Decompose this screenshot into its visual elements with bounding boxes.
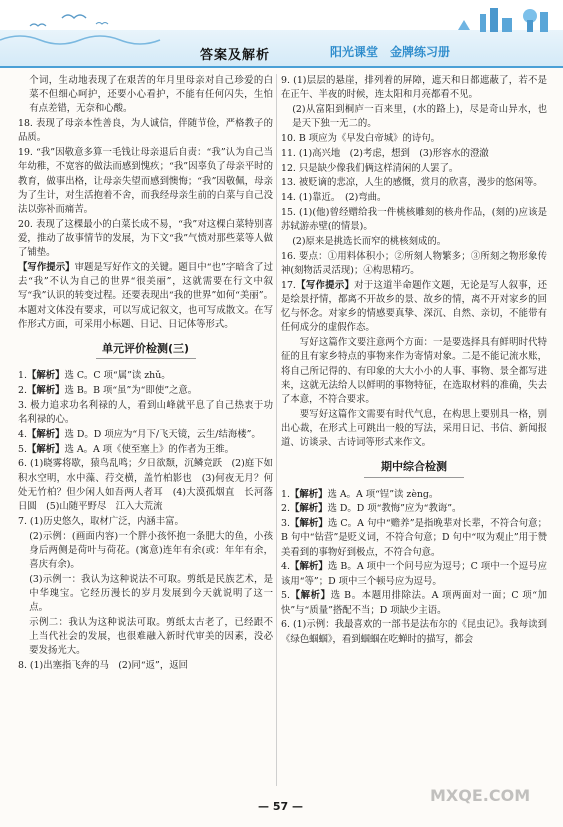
item-number: 17. bbox=[281, 279, 296, 291]
answer-tag: 【解析】 bbox=[26, 385, 65, 397]
item-number: 5. bbox=[281, 590, 290, 602]
answer-tag: 【解析】 bbox=[26, 370, 65, 382]
answer-text: 13. 被贬谪的悲凉，人生的感慨，赏月的欣喜，漫步的悠闲等。 bbox=[281, 177, 543, 189]
answer-text: 10. B 项应为《早发白帝城》的诗句。 bbox=[281, 133, 441, 144]
item-number: 5. bbox=[18, 443, 27, 455]
answer-item bbox=[281, 336, 547, 407]
answer-item bbox=[281, 488, 547, 502]
column-divider bbox=[276, 74, 277, 786]
answer-item bbox=[281, 618, 547, 646]
answer-tag: 【解析】 bbox=[26, 428, 65, 440]
answer-item bbox=[281, 147, 547, 161]
answer-text: 3. 极力追求功名利禄的人，看到山峰就平息了自己热衷于功名利禄的心。 bbox=[18, 399, 273, 426]
answer-item bbox=[281, 103, 547, 131]
answer-text: 选 C。A 句中“赡养”是指晚辈对长辈，不符合句意；B 句中“钻营”是贬义词，不符合句意；D 句中“叹为观止”用于赞美看到的事物好到极点，不符合句意。 bbox=[281, 518, 547, 558]
answer-item bbox=[18, 399, 273, 427]
answer-tag: 【解析】 bbox=[289, 518, 328, 530]
item-number: 2. bbox=[18, 385, 27, 397]
answer-item bbox=[281, 250, 547, 278]
answer-tag: 【写作提示】 bbox=[18, 262, 75, 274]
left-column bbox=[18, 74, 273, 674]
answer-item bbox=[18, 457, 273, 514]
answer-text: 审题是写好作文的关键。题目中“也”字暗含了过去“我”不认为自己的世界“很美丽”，这就需要在行文中叙写“我”认识的转变过程。还要表现出“我的世界”如何“美丽”。本题对文体没有要求，可以写成记叙文，也可写成散文。在写作形式方面，可采用小标题、日记、日记体等形式。 bbox=[18, 262, 273, 330]
answer-text: 要写好这篇作文需要有时代气息，在构思上要别具一格，别出心裁，在形式上可跳出一般的写法，采用日记、书信、新闻报道、访谈录、古诗词等形式来作文。 bbox=[281, 408, 547, 449]
item-number: 1. bbox=[281, 488, 290, 500]
item-number: 4. bbox=[281, 561, 290, 573]
answer-tag: 【解析】 bbox=[26, 443, 65, 455]
answer-text: 选 C。C 项“属”读 zhǔ。 bbox=[64, 370, 171, 382]
item-number: 3. bbox=[281, 518, 290, 530]
section-title: 单元评价检测(三) bbox=[18, 342, 273, 359]
answer-item bbox=[281, 279, 547, 336]
answer-text: 20. 表现了这棵最小的白菜长成不易，“我”对这棵白菜特别喜爱，推动了故事情节的发展，为下文“我”气愤对那些菜等人做了铺垫。 bbox=[18, 218, 273, 259]
answer-item bbox=[281, 206, 547, 234]
answer-item bbox=[18, 218, 273, 261]
answer-text: 选 B。A 项中一个问号应为逗号；C 项中一个逗号应该用“等”；D 项中三个顿号应为逗号。 bbox=[281, 561, 547, 587]
item-number: 2. bbox=[281, 503, 290, 515]
section-title: 期中综合检测 bbox=[281, 460, 547, 477]
answer-item bbox=[18, 443, 273, 457]
answer-text: 选 D。D 项“教悔”应为“教诲”。 bbox=[327, 503, 462, 515]
answer-item bbox=[281, 502, 547, 516]
answer-text: (2)原来是挑选长而窄的桃核刻成的。 bbox=[292, 235, 447, 247]
right-column bbox=[281, 74, 547, 647]
answer-item bbox=[18, 117, 273, 145]
item-number: 1. bbox=[18, 370, 27, 382]
answer-text: 6. (1)晓雾将歇，猿鸟乱鸣；夕日欲颓，沉鳞竞跃 (2)庭下如积水空明，水中藻、荇交横，盖竹柏影也 (3)何夜无月？何处无竹柏？但少闲人如吾两人者耳 (4)大漠孤烟直 长河落日圆 (5)山随平野尽 江入大荒流 bbox=[18, 458, 273, 513]
answer-item bbox=[18, 261, 273, 332]
answer-text: 对于这道半命题作文题，无论是写人叙事，还是绘景抒情，都离不开故乡的景、故乡的情，离不开对家乡的回忆与怀念。对家乡的情感要真挚、深沉、自然、亲切，不能带有任何成分的虚假作态。 bbox=[281, 279, 547, 334]
answer-item bbox=[18, 369, 273, 383]
answer-text: 选 A。A 项《使至塞上》的作者为王维。 bbox=[64, 443, 234, 455]
answer-item bbox=[281, 589, 547, 617]
answer-item bbox=[281, 560, 547, 588]
answer-item bbox=[281, 191, 547, 205]
answer-item bbox=[281, 408, 547, 451]
answer-item bbox=[281, 162, 547, 176]
answer-text: 选 A。A 项“锃”读 zèng。 bbox=[327, 488, 439, 500]
answer-item bbox=[281, 74, 547, 102]
answer-item bbox=[18, 659, 273, 673]
answer-text: (3)示例一：我认为这种说法不可取。剪纸是民族艺术，是中华瑰宝。它经历漫长的岁月发展到今天就说明了这一点。 bbox=[29, 573, 273, 614]
answer-item bbox=[281, 132, 547, 146]
answer-item bbox=[18, 74, 273, 117]
answer-text: 14. (1)靠近。 (2)弯曲。 bbox=[281, 192, 387, 204]
item-number: 4. bbox=[18, 428, 27, 440]
answer-tag: 【解析】 bbox=[289, 590, 331, 602]
answer-text: 15. (1)(他)曾经赠给我一件桃核雕刻的核舟作品，(刻的)应该是苏轼游赤壁(的情景)。 bbox=[281, 206, 547, 233]
answer-item bbox=[18, 530, 273, 573]
answer-item bbox=[18, 384, 273, 398]
header-series-title: 阳光课堂 金牌练习册 bbox=[330, 45, 451, 59]
answer-text: 8. (1)出塞指飞奔的马 (2)同“返”，返回 bbox=[18, 660, 188, 672]
answer-text: (2)从富阳到桐庐一百来里，(水的路上)，尽是奇山异水，也是天下独一无二的。 bbox=[292, 104, 547, 130]
answer-item bbox=[18, 573, 273, 616]
answer-text: 16. 要点：①用料体积小；②所刻人物繁多；③所刻之物形象传神(刻物活灵活现)；④构思精巧。 bbox=[281, 250, 547, 276]
answer-text: 18. 表现了母亲本性善良，为人诚信，伴随节俭，严格教子的品质。 bbox=[18, 118, 273, 144]
answer-tag: 【写作提示】 bbox=[295, 279, 355, 291]
answer-text: 11. (1)高兴地 (2)考虑，想到 (3)形容水的澄澈 bbox=[281, 147, 489, 159]
answer-item bbox=[281, 176, 547, 190]
answer-item bbox=[18, 428, 273, 442]
answer-tag: 【解析】 bbox=[289, 561, 328, 573]
answer-item bbox=[18, 616, 273, 659]
answer-text: 9. (1)层层的悬崖，排列着的屏障，遮天和日都遮蔽了，若不是在正午、半夜的时候，连太阳和月亮都看不见。 bbox=[281, 75, 547, 101]
answer-tag: 【解析】 bbox=[289, 488, 328, 500]
answer-item bbox=[281, 517, 547, 560]
answer-text: 写好这篇作文要注意两个方面：一是要选择具有鲜明时代特征的且有家乡特点的事物来作为寄情对象。二是不能记流水账，将自己所记得的、有印象的大大小小的人事、事物、景全都写进来，这就无法给人以鲜明的事物特征，在选取材料的准确，失去了本意，不符合要求。 bbox=[281, 337, 547, 405]
bird-icon bbox=[96, 23, 108, 25]
bird-icon bbox=[62, 15, 86, 18]
answer-text: 选 B。B 项“虽”为“即使”之意。 bbox=[64, 385, 198, 397]
bird-icon bbox=[30, 24, 46, 26]
answer-text: 选 D。D 项应为“月下/飞天镜，云生/结海楼”。 bbox=[64, 428, 261, 440]
watermark-logo: MXQE.COM bbox=[430, 786, 531, 805]
answer-text: 19. “我”因敬意多算一毛钱让母亲退后自责：“我”认为自己当年幼稚，不宽容的做法而感到愧疚；“我”因辜负了母亲平时的教育，做事出格，让母亲失望而感到懊悔；“我”因敬佩，母亲为了生计，对生活抱着不舍，而我经母亲生前的白菜与自己没法以弥补而痛苦。 bbox=[18, 147, 273, 216]
answer-text: 选 B。本题用排除法。A 项两面对一面；C 项“加快”与“质量”搭配不当；D 项缺少主语。 bbox=[281, 590, 547, 616]
page-number: — 57 — bbox=[258, 800, 303, 813]
answer-item bbox=[18, 515, 273, 529]
answer-text: 12. 只是缺少像我们俩这样清闲的人罢了。 bbox=[281, 162, 459, 174]
answer-text: 6. (1)示例：我最喜欢的一部书是法布尔的《昆虫记》。我每读到《绿色蝈蝈》，看到蝈蝈在吃蝉时的描写，都会 bbox=[281, 619, 547, 645]
answer-text: 7. (1)历史悠久，取材广泛，内涵丰富。 bbox=[18, 515, 184, 527]
page-header bbox=[0, 0, 563, 66]
answer-item bbox=[281, 235, 547, 249]
answer-text: 个词，生动地表现了在艰苦的年月里母亲对自己珍爱的白菜不但细心呵护，还要小心看护，不能有任何闪失，生怕有点差错，无奈和心酸。 bbox=[29, 75, 273, 115]
answer-text: 示例二：我认为这种说法可取。剪纸太古老了，已经跟不上当代社会的发展，也很难融入新时代审美的因素，没必要发扬光大。 bbox=[29, 617, 273, 657]
answer-text: (2)示例：(画面内容)一个胖小孩怀抱一条肥大的鱼，小孩身后两侧是荷叶与荷花。(寓意)连年有余(或：年年有余，喜庆有余)。 bbox=[29, 530, 273, 571]
header-decoration bbox=[0, 0, 563, 66]
header-title: 答案及解析 bbox=[200, 48, 271, 63]
answer-tag: 【解析】 bbox=[289, 503, 328, 515]
answer-item bbox=[18, 146, 273, 217]
